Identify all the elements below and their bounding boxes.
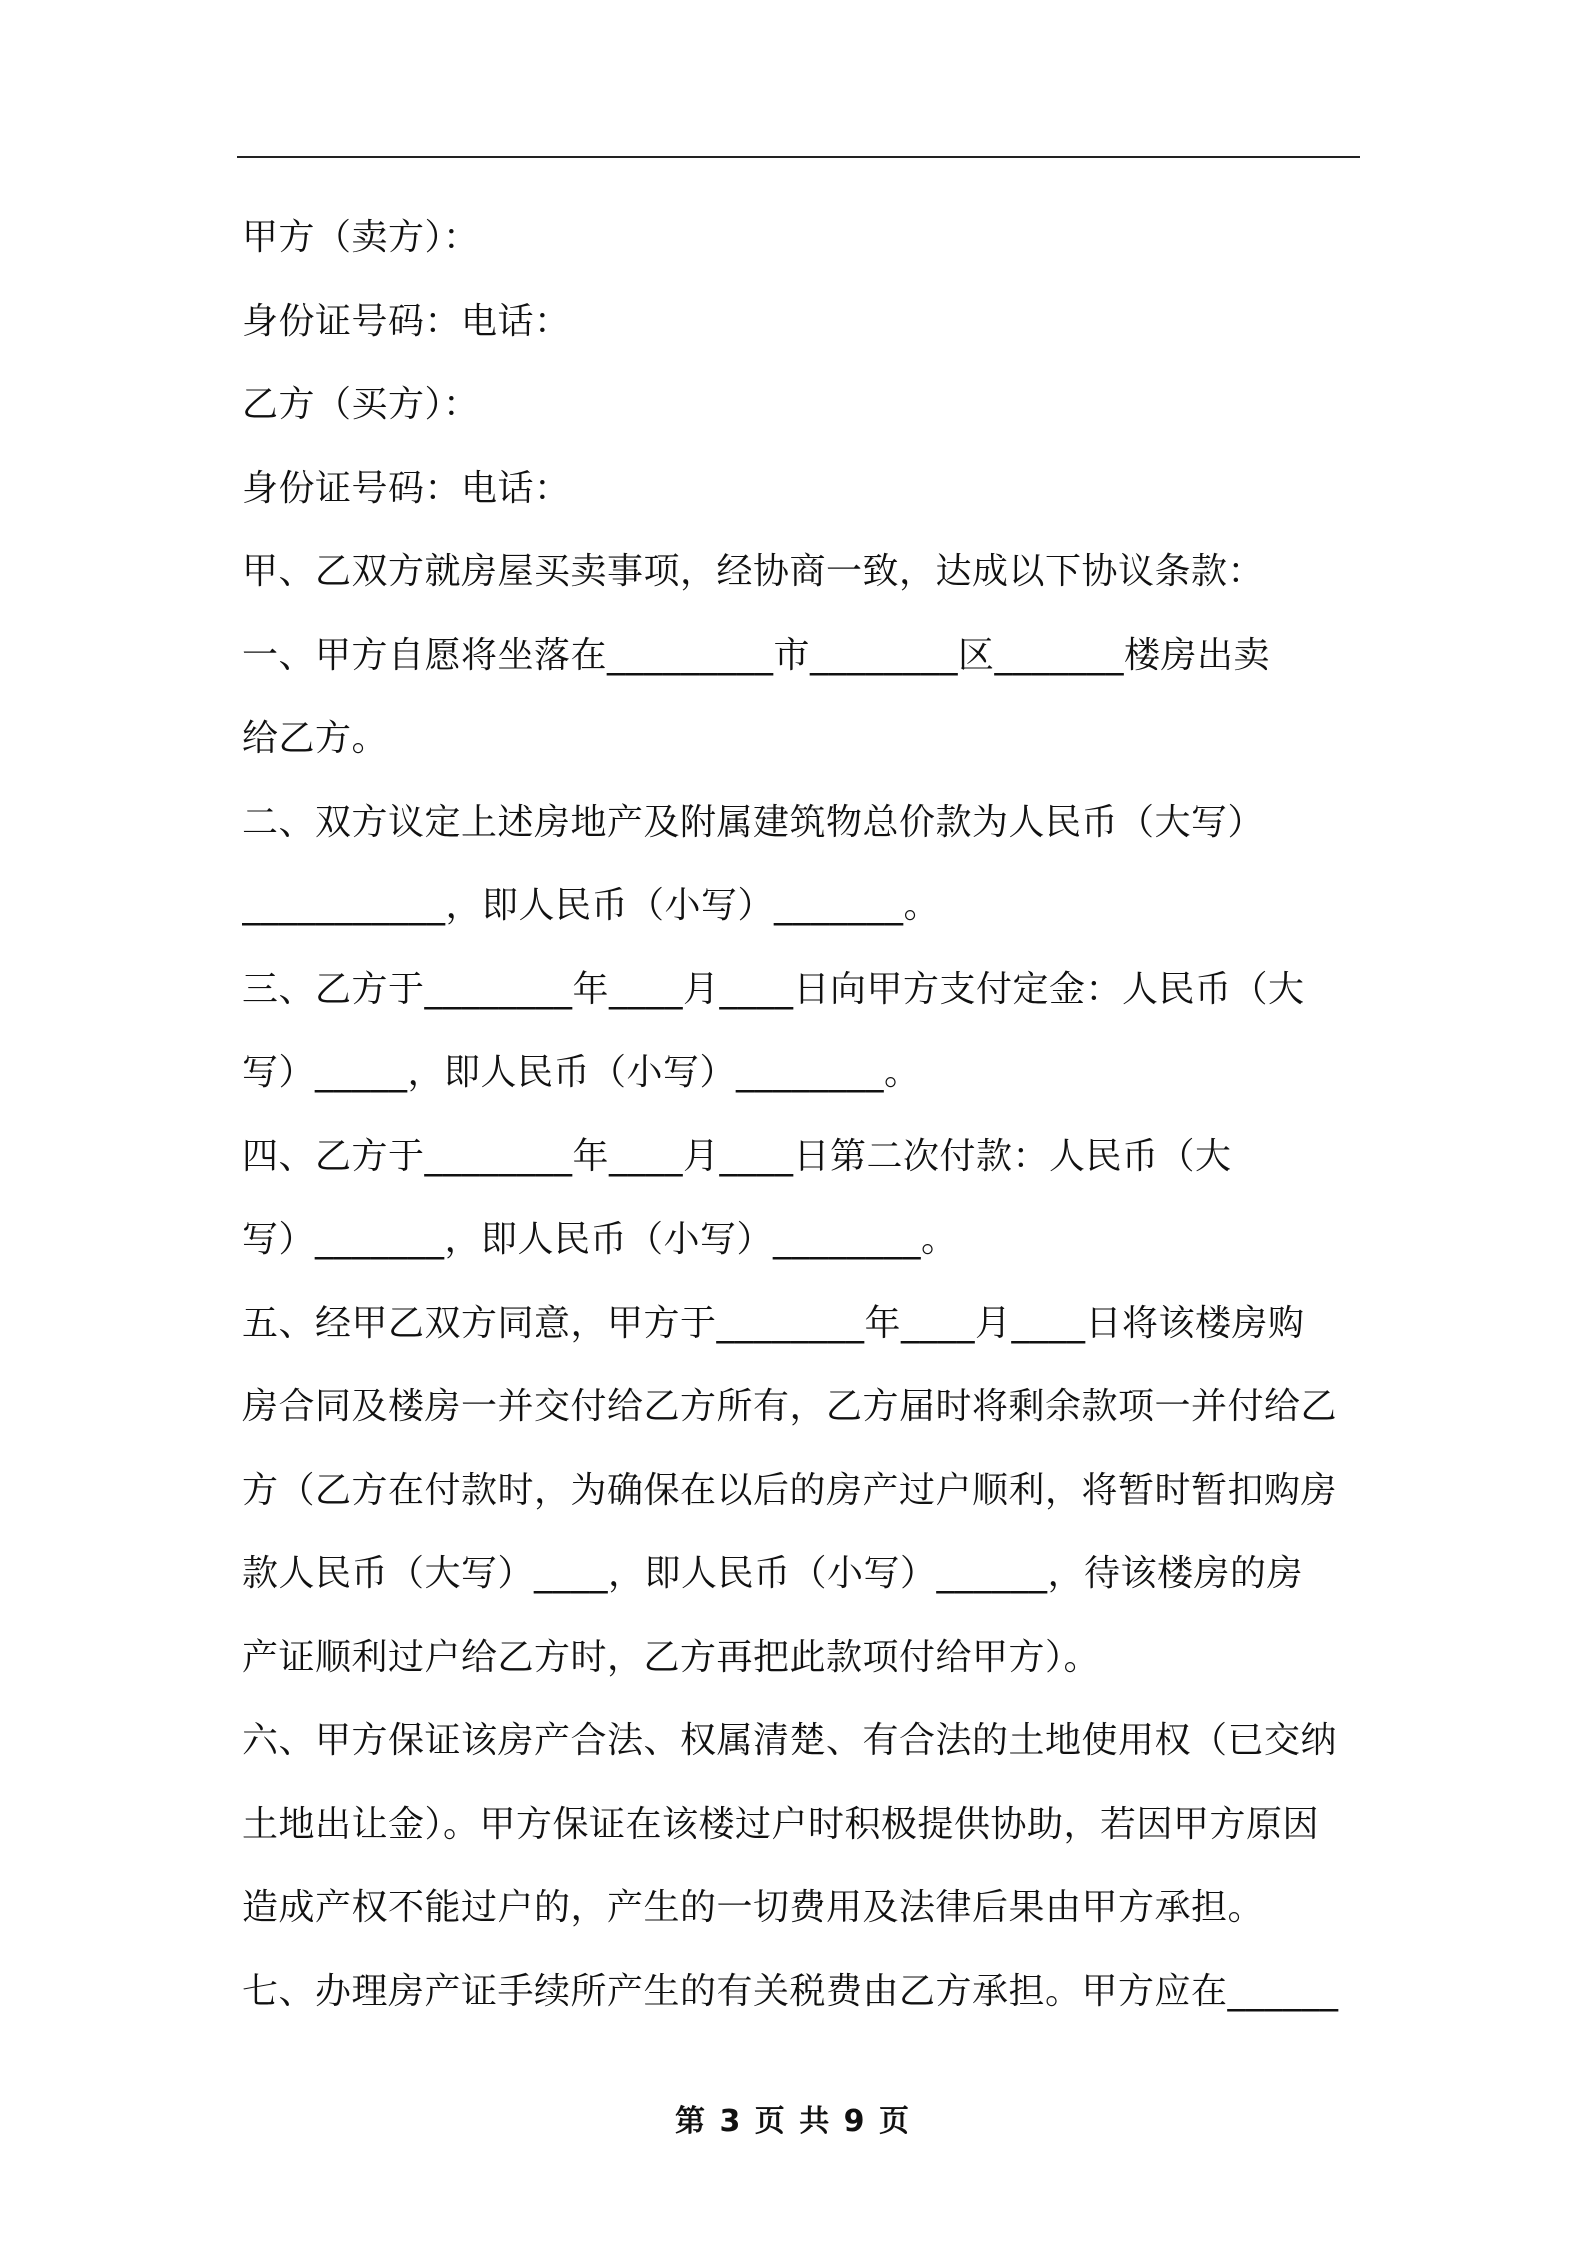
clause-5-line-4: 款人民币（大写）____，即人民币（小写）______，待该楼房的房 <box>242 1553 1304 1594</box>
clause-5-line-1: 五、经甲乙双方同意，甲方于________年____月____日将该楼房购 <box>242 1302 1305 1344</box>
buyer-id-phone: 身份证号码：电话： <box>242 467 571 509</box>
clause-4-line-2: 写）_______，即人民币（小写）________。 <box>242 1219 958 1260</box>
header-rule <box>237 156 1360 158</box>
clause-3-line-1: 三、乙方于________年____月____日向甲方支付定金：人民币（大 <box>242 968 1305 1010</box>
clause-6-line-2: 土地出让金）。甲方保证在该楼过户时积极提供协助，若因甲方原因 <box>242 1803 1320 1845</box>
clause-4-line-1: 四、乙方于________年____月____日第二次付款：人民币（大 <box>242 1135 1232 1177</box>
agreement-intro: 甲、乙双方就房屋买卖事项，经协商一致，达成以下协议条款： <box>242 551 1265 592</box>
seller-id-phone: 身份证号码：电话： <box>242 300 571 342</box>
clause-5-line-5: 产证顺利过户给乙方时，乙方再把此款项付给甲方）。 <box>242 1636 1101 1678</box>
page-number-footer: 第 3 页 共 9 页 <box>675 2104 911 2139</box>
clause-7-line-1: 七、办理房产证手续所产生的有关税费由乙方承担。甲方应在______ <box>242 1970 1339 2012</box>
clause-6-line-1: 六、甲方保证该房产合法、权属清楚、有合法的土地使用权（已交纳 <box>242 1720 1338 1761</box>
buyer-label: 乙方（买方）： <box>242 384 480 425</box>
clause-5-line-3: 方（乙方在付款时，为确保在以后的房产过户顺利，将暂时暂扣购房 <box>242 1469 1338 1511</box>
clause-5-line-2: 房合同及楼房一并交付给乙方所有，乙方届时将剩余款项一并付给乙 <box>242 1386 1338 1427</box>
clause-3-line-2: 写）_____，即人民币（小写）________。 <box>242 1052 921 1093</box>
seller-label: 甲方（卖方）： <box>242 217 480 258</box>
contract-body <box>242 196 1360 2033</box>
clause-1-line-2: 给乙方。 <box>242 718 389 759</box>
clause-2-line-1: 二、双方议定上述房地产及附属建筑物总价款为人民币（大写） <box>242 801 1265 843</box>
clause-1-line-1: 一、甲方自愿将坐落在_________市________区_______楼房出卖 <box>242 634 1271 676</box>
clause-6-line-3: 造成产权不能过户的，产生的一切费用及法律后果由甲方承担。 <box>242 1887 1265 1928</box>
clause-2-line-2: ___________，即人民币（小写）_______。 <box>242 885 941 926</box>
